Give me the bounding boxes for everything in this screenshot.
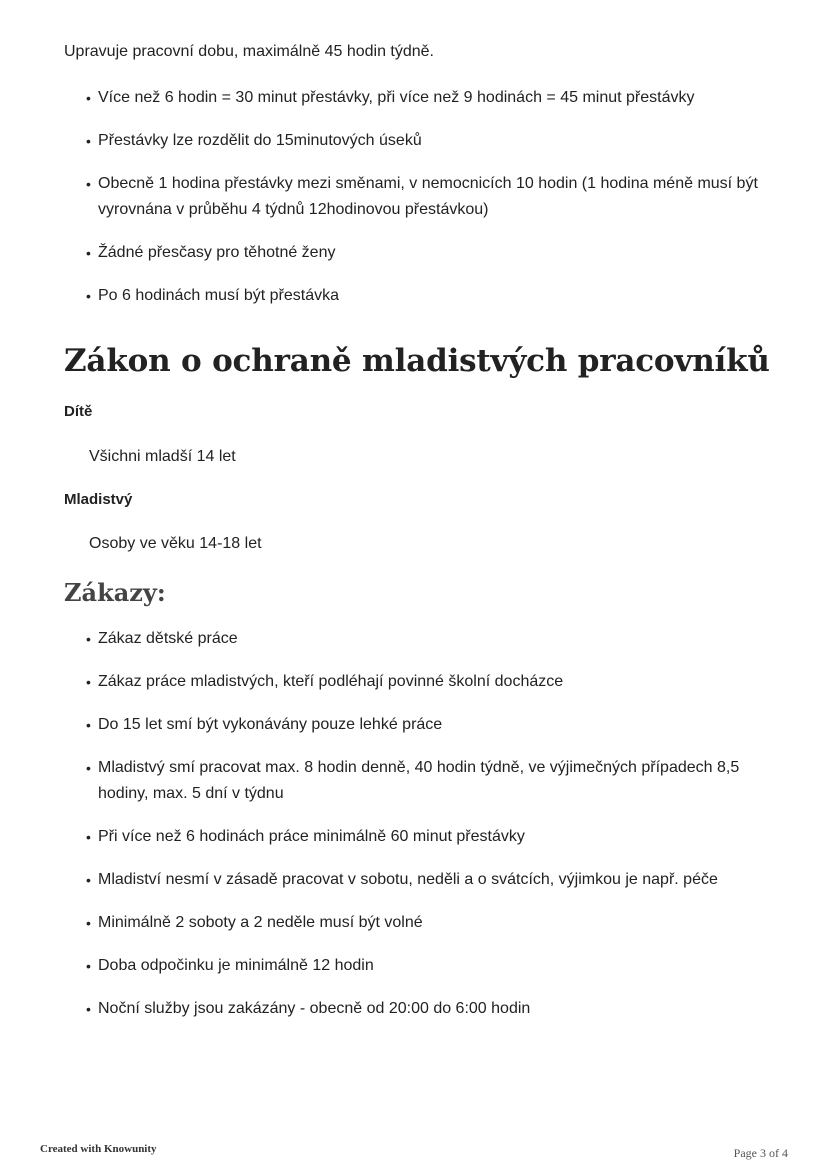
page-indicator: Page 3 of 4 bbox=[733, 1146, 788, 1160]
work-time-rules-list bbox=[86, 85, 776, 326]
section-heading: Zákon o ochraně mladistvých pracovníků bbox=[64, 343, 770, 379]
list-item: • Mladistvý smí pracovat max. 8 hodin denně, 40 hodin týdně, ve výjimečných případech 8,5 hodiny, max. 5 dní v týdnu bbox=[86, 755, 776, 807]
list-item: • Noční služby jsou zakázány - obecně od 20:00 do 6:00 hodin bbox=[86, 996, 776, 1022]
list-item: • Zákaz dětské práce bbox=[86, 626, 776, 652]
definition-description-youth: Osoby ve věku 14-18 let bbox=[89, 535, 262, 552]
definition-term-youth: Mladistvý bbox=[64, 491, 133, 508]
list-item: • Zákaz práce mladistvých, kteří podléhají povinné školní docházce bbox=[86, 669, 776, 695]
list-item: • Žádné přesčasy pro těhotné ženy bbox=[86, 240, 776, 266]
intro-text: Upravuje pracovní dobu, maximálně 45 hodin týdně. bbox=[64, 43, 434, 60]
list-item: • Minimálně 2 soboty a 2 neděle musí být volné bbox=[86, 910, 776, 936]
list-item: • Po 6 hodinách musí být přestávka bbox=[86, 283, 776, 309]
definition-description-child: Všichni mladší 14 let bbox=[89, 448, 236, 465]
prohibitions-list bbox=[86, 626, 776, 1039]
prohibitions-heading: Zákazy: bbox=[64, 578, 166, 607]
list-item: • Při více než 6 hodinách práce minimálně 60 minut přestávky bbox=[86, 824, 776, 850]
definition-term-child: Dítě bbox=[64, 403, 93, 420]
list-item: • Do 15 let smí být vykonávány pouze lehké práce bbox=[86, 712, 776, 738]
footer-credit: Created with Knowunity bbox=[40, 1143, 157, 1155]
list-item: • Více než 6 hodin = 30 minut přestávky, při více než 9 hodinách = 45 minut přestávky bbox=[86, 85, 776, 111]
list-item: • Přestávky lze rozdělit do 15minutových úseků bbox=[86, 128, 776, 154]
list-item: • Doba odpočinku je minimálně 12 hodin bbox=[86, 953, 776, 979]
list-item: • Mladiství nesmí v zásadě pracovat v sobotu, neděli a o svátcích, výjimkou je např. péče bbox=[86, 867, 776, 893]
list-item: • Obecně 1 hodina přestávky mezi směnami, v nemocnicích 10 hodin (1 hodina méně musí být vyrovnána v průběhu 4 týdnů 12hodinovou přestávkou) bbox=[86, 171, 776, 223]
